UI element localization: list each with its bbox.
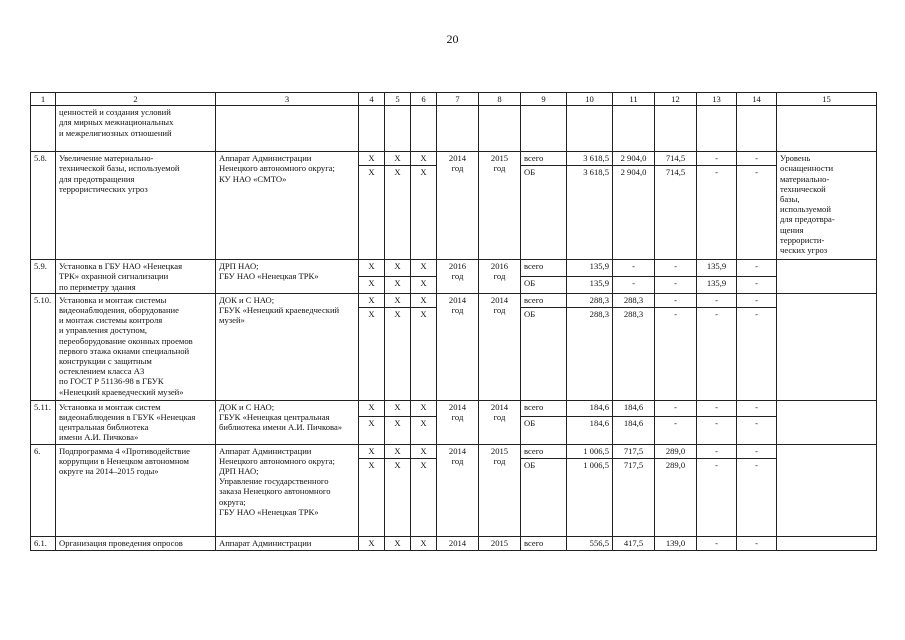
funding-source: всего	[521, 400, 567, 416]
indicator	[777, 400, 877, 444]
x-mark: X	[411, 166, 437, 260]
table-row	[31, 400, 877, 416]
year-value: -	[697, 293, 737, 307]
year-value: -	[613, 260, 655, 277]
end-year: 2015 год	[479, 152, 521, 260]
total-value: 556,5	[567, 536, 613, 550]
year-value: -	[737, 293, 777, 307]
x-mark: X	[385, 293, 411, 307]
table-row	[31, 260, 877, 277]
total-value: 184,6	[567, 416, 613, 444]
total-value: 3 618,5	[567, 166, 613, 260]
end-year: 2015	[479, 536, 521, 550]
year-value: 2 904,0	[613, 166, 655, 260]
x-mark: X	[359, 444, 385, 458]
year-value: -	[737, 444, 777, 458]
x-mark: X	[411, 400, 437, 416]
column-number: 11	[613, 93, 655, 106]
x-mark: X	[359, 293, 385, 307]
item-number: 5.11.	[31, 400, 56, 444]
x-mark: X	[411, 307, 437, 400]
funding-source: ОБ	[521, 307, 567, 400]
column-number: 7	[437, 93, 479, 106]
item-number: 5.8.	[31, 152, 56, 260]
item-number: 5.10.	[31, 293, 56, 400]
x-mark: X	[359, 400, 385, 416]
start-year: 2014	[437, 536, 479, 550]
end-year: 2014 год	[479, 293, 521, 400]
x-mark: X	[359, 536, 385, 550]
year-value: -	[697, 416, 737, 444]
x-mark: X	[385, 444, 411, 458]
year-value: -	[697, 152, 737, 166]
year-value: 289,0	[655, 444, 697, 458]
end-year: 2015 год	[479, 444, 521, 536]
x-mark: X	[359, 166, 385, 260]
year-value: 135,9	[697, 277, 737, 294]
executor: Аппарат Администрации Ненецкого автономного округа; КУ НАО «СМТО»	[216, 152, 359, 260]
x-mark: X	[385, 416, 411, 444]
total-value: 3 618,5	[567, 152, 613, 166]
x-mark: X	[385, 166, 411, 260]
executor: ДОК и С НАО; ГБУК «Ненецкий краеведческий музей»	[216, 293, 359, 400]
x-mark: X	[385, 458, 411, 536]
x-mark: X	[359, 260, 385, 277]
executor: Аппарат Администрации	[216, 536, 359, 550]
column-number: 8	[479, 93, 521, 106]
column-number: 15	[777, 93, 877, 106]
x-mark: X	[411, 260, 437, 277]
year-value: 289,0	[655, 458, 697, 536]
indicator	[777, 293, 877, 400]
year-value: 717,5	[613, 444, 655, 458]
year-value: -	[737, 307, 777, 400]
year-value: -	[697, 458, 737, 536]
total-value: 1 006,5	[567, 444, 613, 458]
measure-name: Подпрограмма 4 «Противодействие коррупции в Ненецком автономном округе на 2014–2015 годы»	[56, 444, 216, 536]
end-year: 2016 год	[479, 260, 521, 294]
year-value: 714,5	[655, 152, 697, 166]
year-value: 139,0	[655, 536, 697, 550]
column-number: 10	[567, 93, 613, 106]
year-value: -	[737, 260, 777, 277]
end-year: 2014 год	[479, 400, 521, 444]
x-mark: X	[411, 293, 437, 307]
x-mark: X	[385, 277, 411, 294]
table-row	[31, 152, 877, 166]
executor: ДОК и С НАО; ГБУК «Ненецкая центральная библиотека имени А.И. Пичкова»	[216, 400, 359, 444]
table-row	[31, 293, 877, 307]
total-value: 135,9	[567, 260, 613, 277]
column-number: 13	[697, 93, 737, 106]
measure-name: Установка и монтаж системы видеонаблюдения, оборудование и монтаж системы контроля и управления доступом, переоборудование оконных проемов первого этажа окнами специальной конструкции с защитным остеклением класса А3 по ГОСТ Р 51136-98 в ГБУК «Ненецкий краеведческий музей»	[56, 293, 216, 400]
column-number: 1	[31, 93, 56, 106]
year-value: 288,3	[613, 293, 655, 307]
year-value: -	[697, 307, 737, 400]
year-value: -	[613, 277, 655, 294]
year-value: 184,6	[613, 416, 655, 444]
x-mark: X	[385, 260, 411, 277]
indicator: Уровень оснащенности материально- технической базы, используемой для предотвра- щения террористи- ческих угроз	[777, 152, 877, 260]
executor: Аппарат Администрации Ненецкого автономного округа; ДРП НАО; Управление государственного заказа Ненецкого автономного округа; ГБУ НАО «Ненецкая ТРК»	[216, 444, 359, 536]
table-body	[31, 93, 877, 551]
x-mark: X	[385, 152, 411, 166]
start-year: 2014 год	[437, 293, 479, 400]
year-value: -	[697, 536, 737, 550]
measure-name: ценностей и создания условий для мирных межнациональных и межрелигиозных отношений	[56, 106, 216, 152]
program-table	[30, 92, 877, 551]
x-mark: X	[359, 152, 385, 166]
x-mark: X	[359, 277, 385, 294]
year-value: -	[655, 260, 697, 277]
start-year: 2014 год	[437, 400, 479, 444]
year-value: 714,5	[655, 166, 697, 260]
indicator	[777, 536, 877, 550]
column-number-row	[31, 93, 877, 106]
funding-source: ОБ	[521, 277, 567, 294]
year-value: 2 904,0	[613, 152, 655, 166]
year-value: -	[697, 166, 737, 260]
x-mark: X	[359, 307, 385, 400]
year-value: -	[697, 444, 737, 458]
funding-source: ОБ	[521, 458, 567, 536]
indicator	[777, 444, 877, 536]
column-number: 4	[359, 93, 385, 106]
year-value: -	[655, 400, 697, 416]
x-mark: X	[411, 277, 437, 294]
column-number: 6	[411, 93, 437, 106]
year-value: -	[655, 307, 697, 400]
table-row	[31, 536, 877, 550]
total-value: 1 006,5	[567, 458, 613, 536]
column-number: 9	[521, 93, 567, 106]
x-mark: X	[411, 458, 437, 536]
item-number	[31, 106, 56, 152]
x-mark: X	[411, 444, 437, 458]
item-number: 6.	[31, 444, 56, 536]
year-value: -	[737, 277, 777, 294]
total-value: 184,6	[567, 400, 613, 416]
year-value: -	[737, 536, 777, 550]
funding-source: всего	[521, 444, 567, 458]
year-value: 184,6	[613, 400, 655, 416]
x-mark: X	[385, 307, 411, 400]
start-year: 2016 год	[437, 260, 479, 294]
funding-source: всего	[521, 536, 567, 550]
year-value: 288,3	[613, 307, 655, 400]
column-number: 12	[655, 93, 697, 106]
total-value: 288,3	[567, 293, 613, 307]
start-year: 2014 год	[437, 444, 479, 536]
column-number: 3	[216, 93, 359, 106]
indicator	[777, 260, 877, 294]
measure-name: Увеличение материально- технической базы, используемой для предотвращения террористических угроз	[56, 152, 216, 260]
measure-name: Организация проведения опросов	[56, 536, 216, 550]
x-mark: X	[359, 458, 385, 536]
table-row	[31, 106, 877, 152]
funding-source: всего	[521, 260, 567, 277]
funding-source: всего	[521, 152, 567, 166]
funding-source: всего	[521, 293, 567, 307]
start-year: 2014 год	[437, 152, 479, 260]
executor: ДРП НАО; ГБУ НАО «Ненецкая ТРК»	[216, 260, 359, 294]
year-value: -	[737, 458, 777, 536]
x-mark: X	[359, 416, 385, 444]
executor	[216, 106, 359, 152]
year-value: -	[737, 152, 777, 166]
column-number: 5	[385, 93, 411, 106]
item-number: 6.1.	[31, 536, 56, 550]
year-value: -	[737, 166, 777, 260]
funding-source: ОБ	[521, 166, 567, 260]
year-value: -	[697, 400, 737, 416]
x-mark: X	[411, 152, 437, 166]
year-value: 417,5	[613, 536, 655, 550]
column-number: 2	[56, 93, 216, 106]
page-number: 20	[446, 32, 459, 46]
total-value: 135,9	[567, 277, 613, 294]
column-number: 14	[737, 93, 777, 106]
year-value: -	[655, 277, 697, 294]
x-mark: X	[411, 536, 437, 550]
measure-name: Установка и монтаж систем видеонаблюдения в ГБУК «Ненецкая центральная библиотека имени А.И. Пичкова»	[56, 400, 216, 444]
x-mark: X	[411, 416, 437, 444]
table-row	[31, 444, 877, 458]
year-value: -	[655, 416, 697, 444]
item-number: 5.9.	[31, 260, 56, 294]
funding-source: ОБ	[521, 416, 567, 444]
year-value: 717,5	[613, 458, 655, 536]
total-value: 288,3	[567, 307, 613, 400]
x-mark: X	[385, 536, 411, 550]
year-value: 135,9	[697, 260, 737, 277]
year-value: -	[737, 400, 777, 416]
measure-name: Установка в ГБУ НАО «Ненецкая ТРК» охранной сигнализации по периметру здания	[56, 260, 216, 294]
x-mark: X	[385, 400, 411, 416]
year-value: -	[737, 416, 777, 444]
year-value: -	[655, 293, 697, 307]
